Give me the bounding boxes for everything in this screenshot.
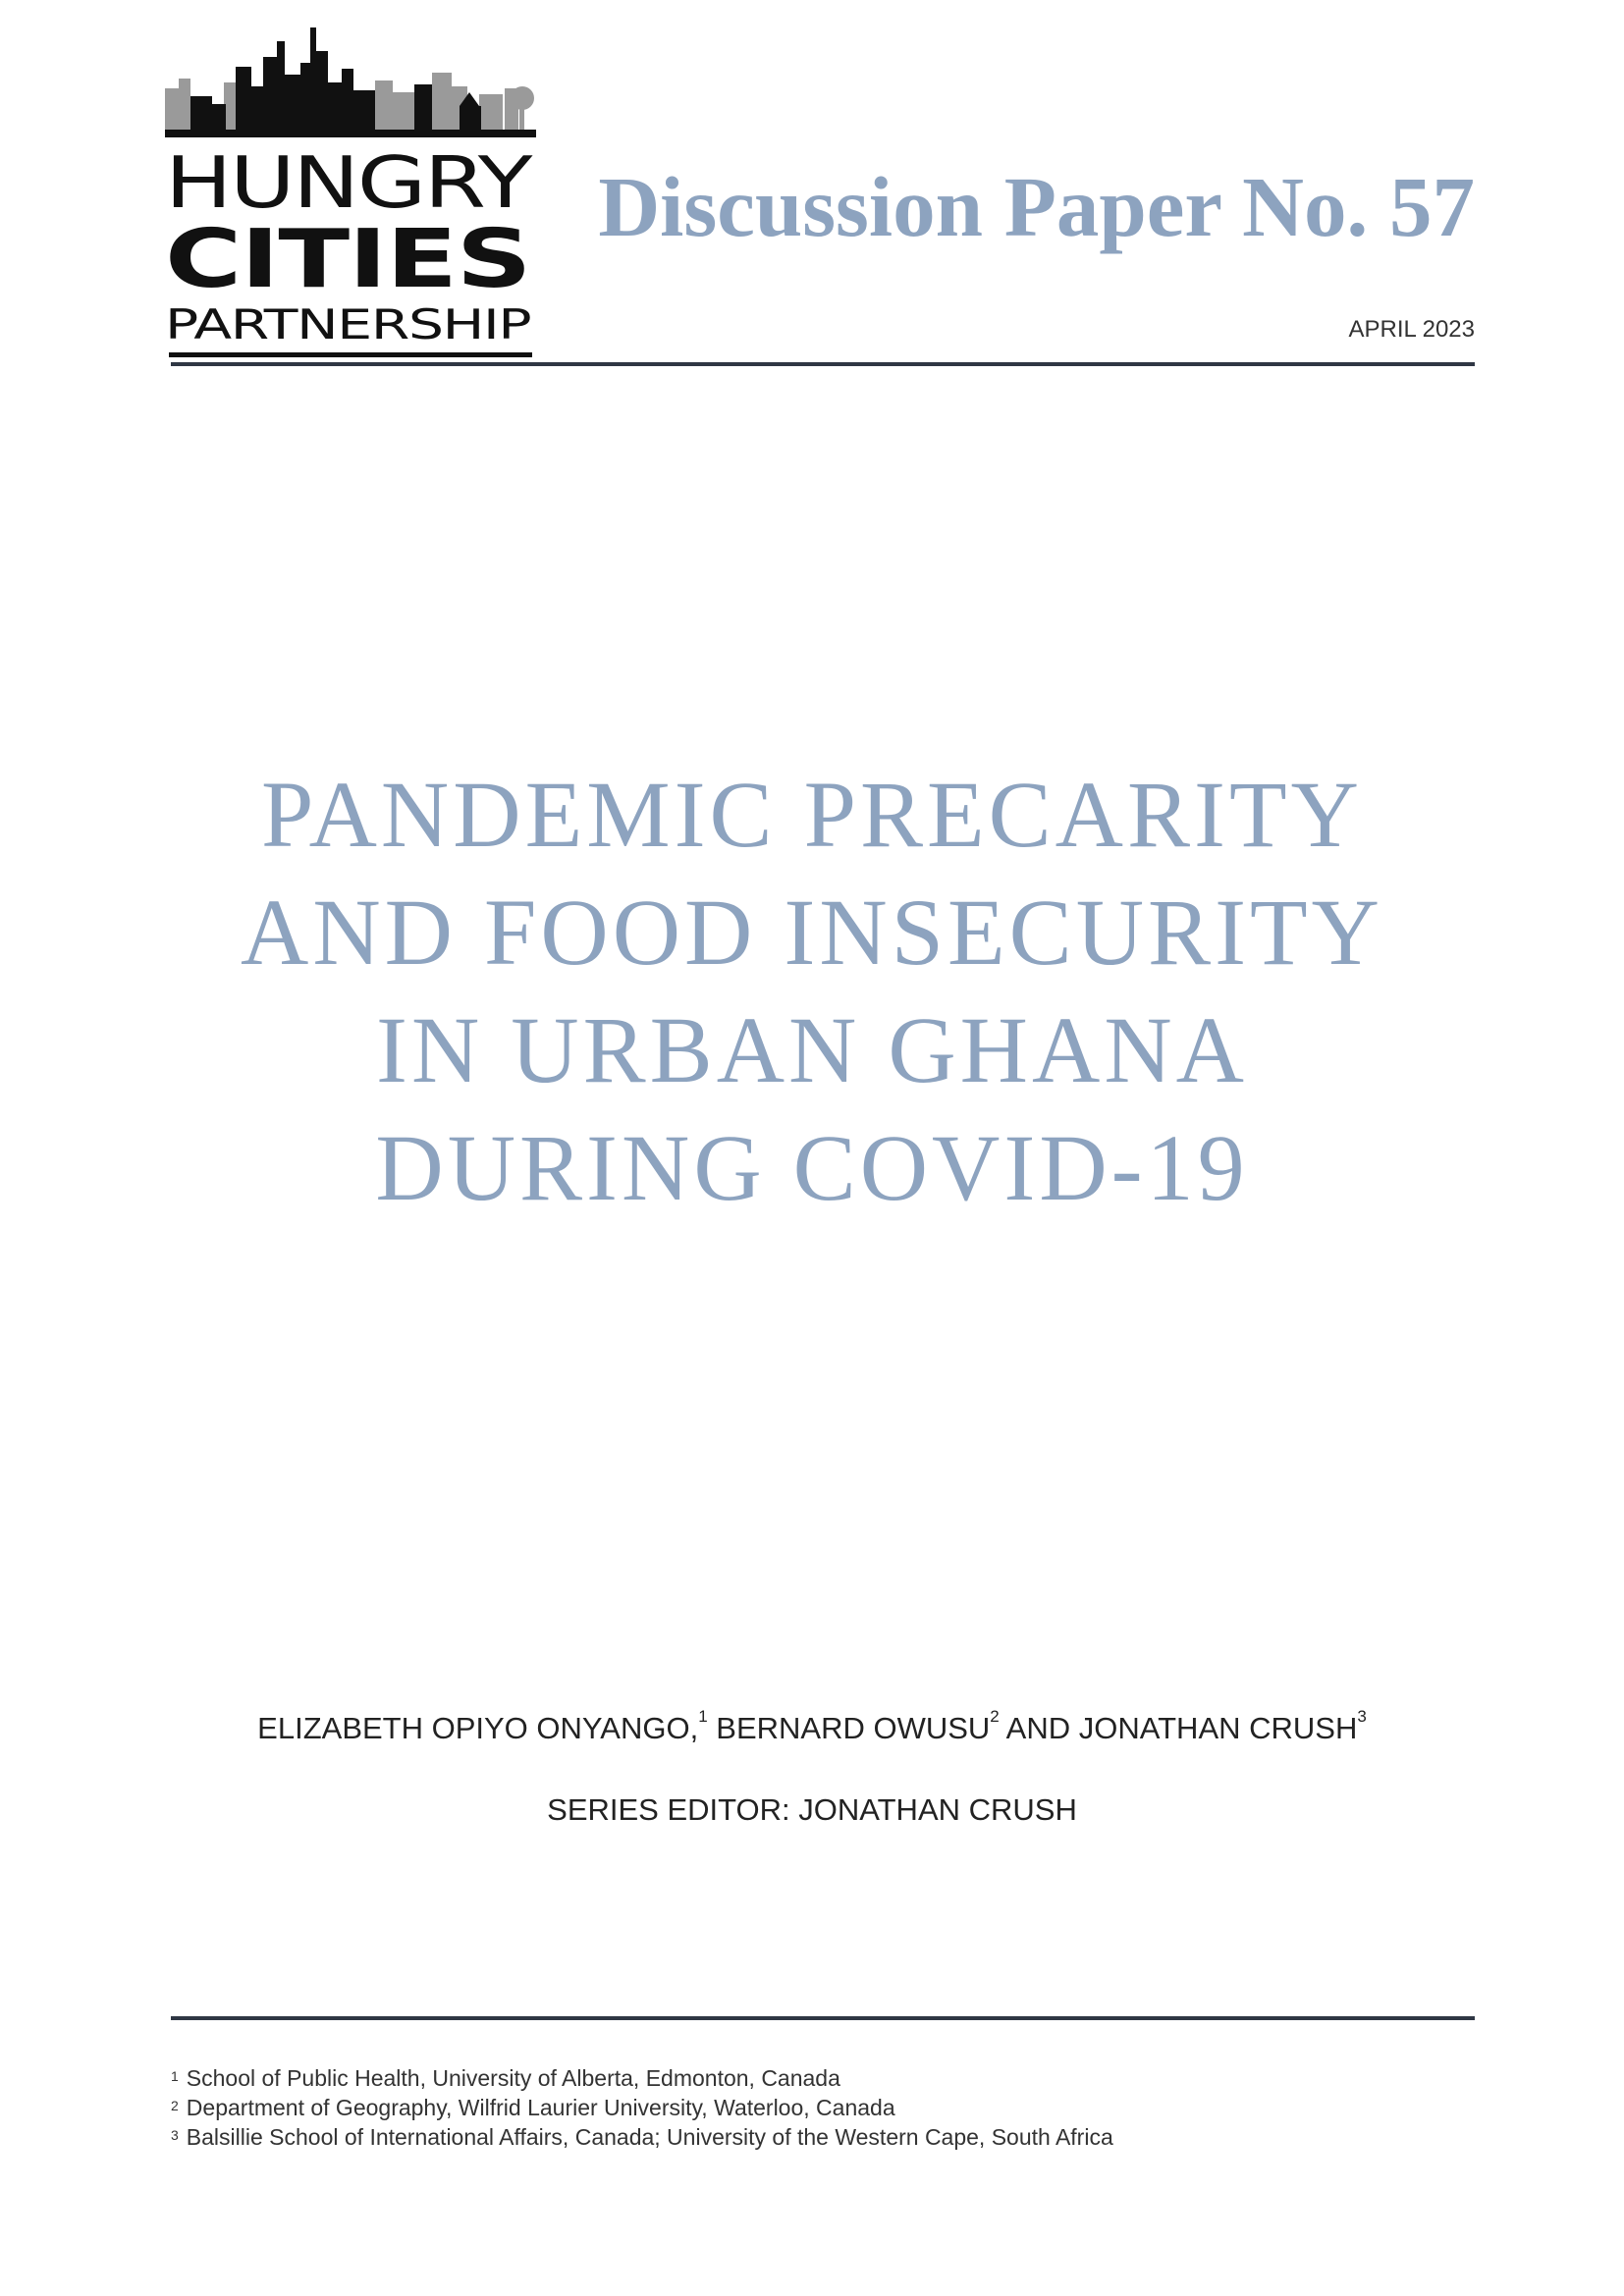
affiliation-marker: 1	[171, 2068, 179, 2084]
hungry-cities-logo	[165, 27, 536, 348]
author-joiner: AND	[1005, 1711, 1071, 1745]
author-name: ELIZABETH OPIYO ONYANGO,	[257, 1711, 699, 1745]
affiliation-marker: 2	[171, 2098, 179, 2113]
affiliation-item	[171, 2063, 1113, 2093]
footer-divider	[171, 2016, 1475, 2020]
author-affiliation-marker: 3	[1357, 1707, 1367, 1726]
affiliation-list	[171, 2063, 1113, 2152]
logo-underline	[169, 352, 532, 357]
author-name: JONATHAN CRUSH	[1078, 1711, 1358, 1745]
city-skyline-icon	[165, 27, 536, 137]
author-affiliation-marker: 2	[990, 1707, 1000, 1726]
series-title: Discussion Paper No. 57	[598, 159, 1475, 254]
title-line: IN URBAN GHANA	[376, 997, 1248, 1102]
title-line: AND FOOD INSECURITY	[240, 880, 1383, 985]
paper-title	[0, 756, 1624, 1227]
affiliation-item	[171, 2122, 1113, 2152]
affiliation-marker: 3	[171, 2127, 179, 2143]
header-divider	[171, 362, 1475, 366]
logo-text-hungry: HUNGRY	[165, 141, 530, 224]
affiliation-text: School of Public Health, University of Alberta, Edmonton, Canada	[186, 2065, 840, 2091]
series-editor: SERIES EDITOR: JONATHAN CRUSH	[547, 1792, 1077, 1827]
title-line: DURING COVID-19	[375, 1115, 1249, 1220]
affiliation-text: Department of Geography, Wilfrid Laurier University, Waterloo, Canada	[186, 2095, 895, 2120]
title-line: PANDEMIC PRECARITY	[261, 762, 1363, 867]
affiliation-item	[171, 2093, 1113, 2122]
logo-text-cities: CITIES	[165, 213, 531, 306]
author-name: BERNARD OWUSU	[716, 1711, 991, 1745]
author-affiliation-marker: 1	[698, 1707, 708, 1726]
publication-date: APRIL 2023	[1348, 316, 1475, 343]
author-list	[0, 1707, 1624, 1746]
logo-text-partnership: PARTNERSHIP	[165, 300, 531, 348]
affiliation-text: Balsillie School of International Affairs, Canada; University of the Western Cape, South Africa	[186, 2124, 1113, 2150]
